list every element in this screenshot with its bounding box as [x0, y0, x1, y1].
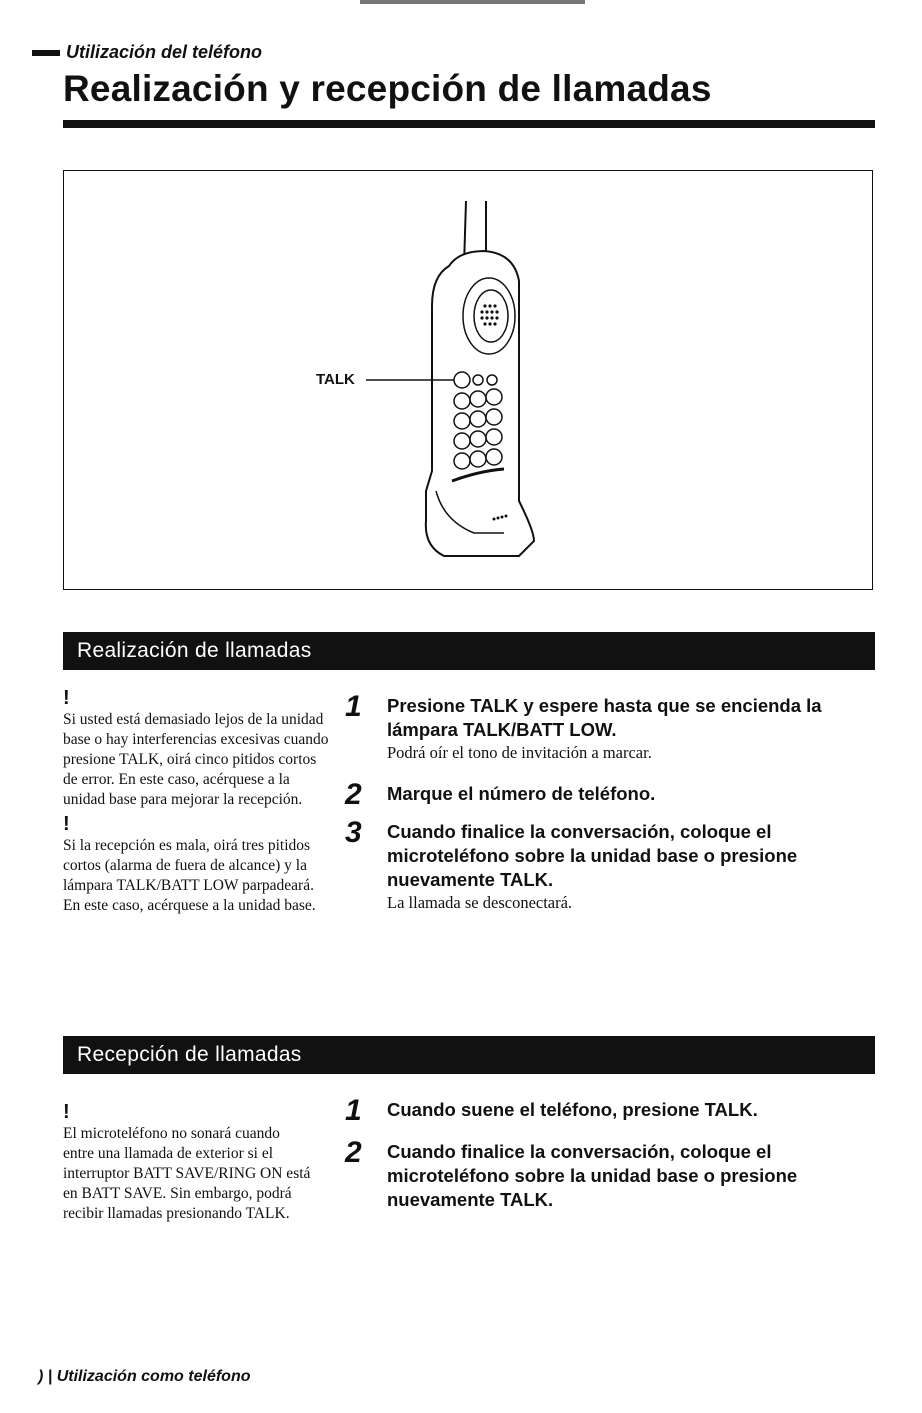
caution-mark: !: [63, 687, 70, 709]
step-number: 1: [345, 1094, 362, 1127]
step-text: Presione TALK y espere hasta que se encienda la lámpara TALK/BATT LOW.: [387, 695, 822, 740]
receiving-step-1: [345, 1094, 875, 1127]
handset-illustration: [64, 171, 872, 589]
making-step-3: [345, 816, 875, 913]
making-step-2: [345, 778, 875, 811]
step-text: Cuando suene el teléfono, presione TALK.: [387, 1099, 758, 1120]
receiving-step-2: [345, 1136, 875, 1212]
section-heading-receiving-calls: Recepción de llamadas: [63, 1036, 875, 1074]
step-number: 1: [345, 690, 362, 723]
step-sub: Podrá oír el tono de invitación a marcar.: [387, 743, 652, 762]
receiving-calls-notes: [63, 1100, 313, 1226]
step-sub: La llamada se desconectará.: [387, 893, 573, 912]
note-text: Si usted está demasiado lejos de la unidad base o hay interferencias excesivas cuando presione TALK, oirá cinco pitidos cortos de error. En este caso, acérquese a la unidad base para mejorar la recepción.: [63, 711, 329, 808]
footer-text: Utilización como teléfono: [56, 1368, 251, 1385]
handset-figure: [63, 170, 873, 590]
making-step-1: [345, 690, 875, 763]
talk-button-label: TALK: [316, 371, 355, 388]
page-footer: ) | Utilización como teléfono: [38, 1368, 251, 1385]
kicker-bar: [32, 50, 60, 56]
section-kicker: [32, 42, 262, 63]
top-edge-mark: [360, 0, 585, 4]
page-marker: ): [38, 1368, 44, 1385]
step-number: 3: [345, 816, 362, 849]
caution-mark: !: [63, 813, 70, 835]
title-rule: [63, 120, 875, 128]
section-kicker-text: Utilización del teléfono: [66, 42, 263, 62]
making-calls-notes: [63, 686, 333, 918]
section-heading-making-calls: Realización de llamadas: [63, 632, 875, 670]
note-text: Si la recepción es mala, oirá tres pitidos cortos (alarma de fuera de alcance) y la lámpara TALK/BATT LOW parpadeará. En este caso, acérquese a la unidad base.: [63, 837, 316, 914]
step-text: Cuando finalice la conversación, coloque el microteléfono sobre la unidad base o presione nuevamente TALK.: [387, 1141, 798, 1210]
step-number: 2: [345, 1136, 362, 1169]
step-number: 2: [345, 778, 362, 811]
step-text: Marque el número de teléfono.: [387, 783, 656, 804]
note-text: El microteléfono no sonará cuando entre una llamada de exterior si el interruptor BATT SAVE/RING ON está en BATT SAVE. Sin embargo, podrá recibir llamadas presionando TALK.: [63, 1125, 311, 1222]
caution-mark: !: [63, 1101, 70, 1123]
page-title: Realización y recepción de llamadas: [63, 68, 712, 109]
step-text: Cuando finalice la conversación, coloque el microteléfono sobre la unidad base o presione nuevamente TALK.: [387, 821, 798, 890]
